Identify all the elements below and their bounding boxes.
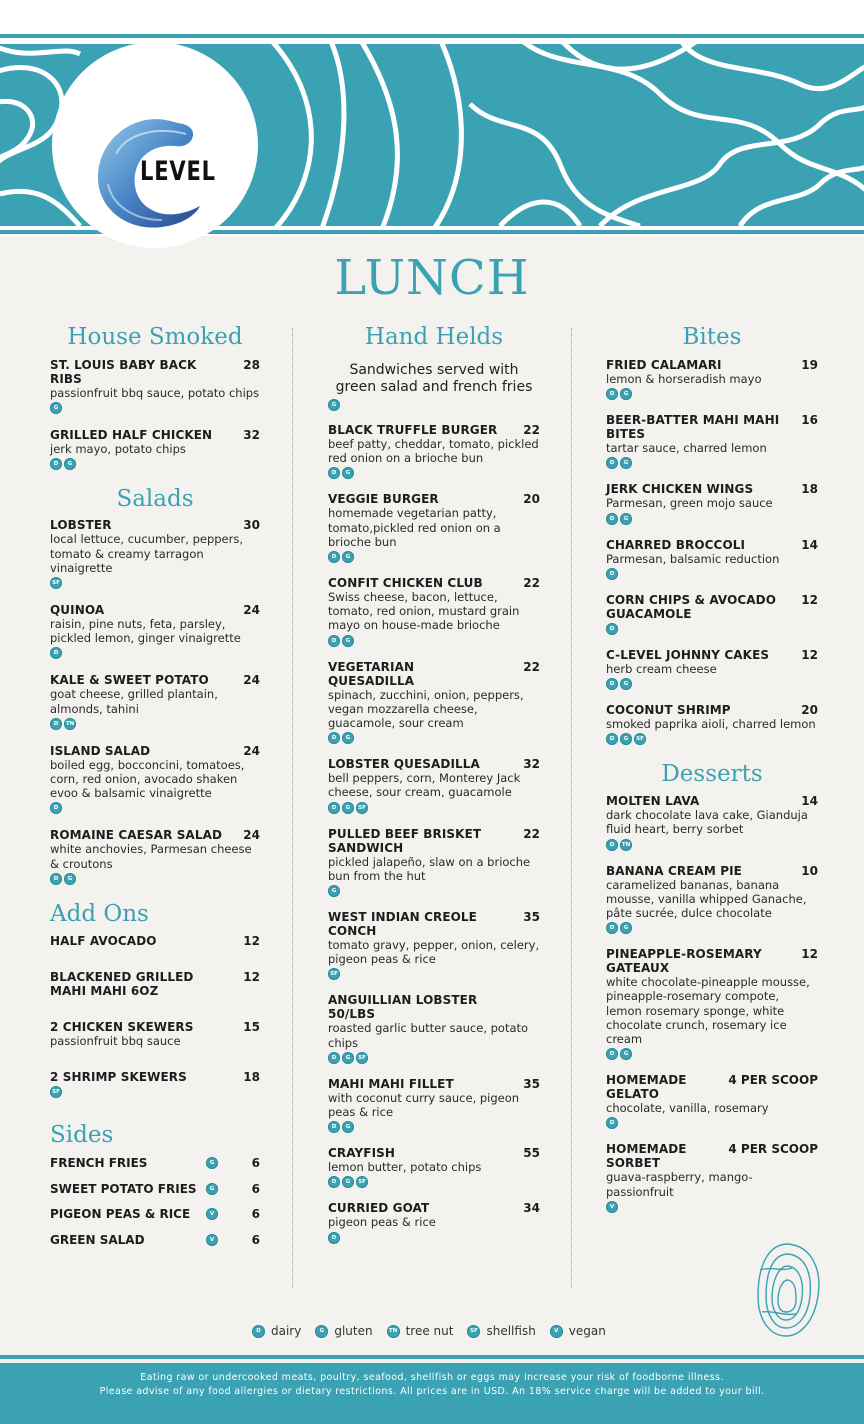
item-name: CURRIED GOAT xyxy=(328,1201,430,1216)
allergen-badges xyxy=(606,1117,818,1129)
shellfish-icon: SF xyxy=(356,802,368,814)
item-price: 10 xyxy=(801,863,818,878)
dairy-icon: D xyxy=(606,733,618,745)
allergen-badges xyxy=(328,551,540,563)
menu-item xyxy=(328,827,540,897)
dairy-icon: D xyxy=(50,647,62,659)
section-title-desserts: Desserts xyxy=(661,761,763,788)
item-description: white chocolate-pineapple mousse, pineapple-rosemary compote, lemon rosemary sponge, white chocolate crunch, rosemary ice cream xyxy=(606,975,810,1047)
gluten-icon: G xyxy=(620,922,632,934)
legend-label: tree nut xyxy=(405,1324,454,1338)
item-name: VEGETARIAN QUESADILLA xyxy=(328,659,415,688)
legend-item-dairy xyxy=(252,1324,301,1338)
gluten-icon: G xyxy=(64,458,76,470)
menu-item xyxy=(50,744,260,815)
menu-item xyxy=(328,910,540,980)
disclaimer-line-2: Please advise of any food allergies or dietary restrictions. All prices are in USD. An 18% service charge will be added to your bill. xyxy=(99,1386,765,1397)
menu-item xyxy=(606,413,818,469)
allergen-badges xyxy=(50,873,260,885)
menu-item xyxy=(328,1201,540,1243)
allergen-badges xyxy=(606,678,818,690)
side-item xyxy=(50,1156,260,1182)
menu-item xyxy=(606,1142,818,1212)
item-price: 12 xyxy=(243,933,260,948)
house-smoked-list xyxy=(50,358,260,470)
dairy-icon: D xyxy=(328,635,340,647)
allergen-badges xyxy=(606,388,818,400)
dairy-icon: D xyxy=(50,802,62,814)
allergen-badges xyxy=(606,457,818,469)
item-price: 12 xyxy=(243,969,260,984)
menu-item xyxy=(328,576,540,647)
add-ons-list xyxy=(50,934,260,1098)
item-price: 12 xyxy=(801,947,818,962)
item-price: 12 xyxy=(801,647,818,662)
page-title: LUNCH xyxy=(334,250,530,306)
item-price: 6 xyxy=(251,1181,260,1196)
hand-helds-note: Sandwiches served with green salad and french fries xyxy=(335,362,533,395)
item-name: MOLTEN LAVA xyxy=(606,794,700,809)
item-description: pickled jalapeño, slaw on a brioche bun from the hut xyxy=(328,854,531,883)
dairy-icon: D xyxy=(50,458,62,470)
section-title-salads: Salads xyxy=(116,486,194,513)
item-description: boiled egg, bocconcini, tomatoes, corn, red onion, avocado shaken evoo & balsamic vinaigrette xyxy=(50,757,245,801)
item-description: passionfruit bbq sauce xyxy=(50,1033,181,1048)
allergen-badges xyxy=(606,839,818,851)
footer-rule xyxy=(0,1355,864,1359)
item-price: 14 xyxy=(801,794,818,809)
gluten-icon: G xyxy=(620,1048,632,1060)
item-price: 24 xyxy=(243,828,260,843)
allergen-badges xyxy=(328,802,540,814)
allergen-legend xyxy=(252,1324,606,1338)
item-price: 28 xyxy=(243,358,260,372)
menu-item xyxy=(50,603,260,659)
menu-item xyxy=(328,492,540,563)
side-item xyxy=(50,1207,260,1233)
item-name: QUINOA xyxy=(50,603,105,618)
side-item xyxy=(50,1233,260,1259)
item-price: 6 xyxy=(251,1207,260,1222)
item-description: roasted garlic butter sauce, potato chips xyxy=(328,1021,529,1050)
allergen-badges xyxy=(606,1048,818,1060)
gluten-icon: G xyxy=(620,733,632,745)
menu-item xyxy=(50,518,260,589)
item-name: GREEN SALAD xyxy=(50,1232,145,1247)
allergen-badges xyxy=(606,922,818,934)
allergen-badges xyxy=(328,1232,540,1244)
menu-item xyxy=(606,358,818,400)
item-name: ST. LOUIS BABY BACK RIBS xyxy=(50,358,197,386)
gluten-icon: G xyxy=(328,885,340,897)
sides-list xyxy=(50,1156,260,1258)
shellfish-icon: SF xyxy=(356,1176,368,1188)
allergen-badges xyxy=(606,623,818,635)
item-price: 15 xyxy=(243,1019,260,1034)
item-price: 24 xyxy=(243,743,260,758)
item-name: BLACK TRUFFLE BURGER xyxy=(328,423,498,437)
item-name: SWEET POTATO FRIES xyxy=(50,1181,197,1196)
tree-nut-icon: TN xyxy=(387,1325,400,1338)
item-description: lemon butter, potato chips xyxy=(328,1160,482,1175)
oyster-shell-icon xyxy=(752,1240,824,1340)
allergen-badges xyxy=(50,402,260,414)
gluten-icon: G xyxy=(315,1325,328,1338)
hand-helds-note-badges xyxy=(328,399,540,411)
allergen-badges xyxy=(328,1176,540,1188)
legend-item-gluten xyxy=(315,1324,372,1338)
menu-item xyxy=(606,538,818,580)
item-description: jerk mayo, potato chips xyxy=(50,442,186,457)
section-title-bites: Bites xyxy=(682,324,742,350)
allergen-badges xyxy=(50,458,260,470)
allergen-badges xyxy=(50,1086,260,1098)
allergen-badges xyxy=(606,513,818,525)
item-description: raisin, pine nuts, feta, parsley, pickled lemon, ginger vinaigrette xyxy=(50,617,241,646)
item-name: PULLED BEEF BRISKET SANDWICH xyxy=(328,826,482,855)
allergen-badges xyxy=(50,577,260,589)
menu-item xyxy=(50,673,260,729)
gluten-icon: G xyxy=(50,402,62,414)
allergen-badges xyxy=(328,1121,540,1133)
item-description: spinach, zucchini, onion, peppers, vegan mozzarella cheese, guacamole, sour cream xyxy=(328,687,524,731)
item-description: tartar sauce, charred lemon xyxy=(606,441,767,456)
allergen-badges xyxy=(50,647,260,659)
section-title-hand-helds: Hand Helds xyxy=(364,324,504,350)
menu-item xyxy=(606,648,818,690)
item-description: dark chocolate lava cake, Gianduja fluid heart, berry sorbet xyxy=(606,808,808,837)
gluten-icon: G xyxy=(342,1052,354,1064)
item-price: 24 xyxy=(243,603,260,618)
menu-item xyxy=(50,934,260,948)
item-description: guava-raspberry, mango-passionfruit xyxy=(606,1170,753,1199)
dairy-icon: D xyxy=(606,1048,618,1060)
item-name: PIGEON PEAS & RICE xyxy=(50,1207,191,1222)
shellfish-icon: SF xyxy=(634,733,646,745)
item-price: 22 xyxy=(523,576,540,591)
allergen-badges xyxy=(328,968,540,980)
item-description: tomato gravy, pepper, onion, celery, pigeon peas & rice xyxy=(328,938,540,967)
dairy-icon: D xyxy=(328,551,340,563)
item-name: GRILLED HALF CHICKEN xyxy=(50,428,213,443)
item-name: BEER-BATTER MAHI MAHI BITES xyxy=(606,413,780,442)
item-name: FRIED CALAMARI xyxy=(606,358,722,372)
item-price: 14 xyxy=(801,537,818,552)
item-name: LOBSTER xyxy=(50,518,112,533)
item-description: smoked paprika aioli, charred lemon xyxy=(606,717,816,732)
menu-item xyxy=(606,1073,818,1129)
vegan-icon: V xyxy=(206,1208,218,1220)
item-price: 35 xyxy=(523,1076,540,1091)
item-price: 6 xyxy=(251,1232,260,1247)
gluten-icon: G xyxy=(342,1176,354,1188)
dairy-icon: D xyxy=(328,1121,340,1133)
item-name: MAHI MAHI FILLET xyxy=(328,1076,454,1091)
dairy-icon: D xyxy=(328,732,340,744)
dairy-icon: D xyxy=(606,623,618,635)
shellfish-icon: SF xyxy=(356,1052,368,1064)
dairy-icon: D xyxy=(328,1232,340,1244)
item-name: HOMEMADE SORBET xyxy=(606,1142,687,1171)
dairy-icon: D xyxy=(606,513,618,525)
shellfish-icon: SF xyxy=(467,1325,480,1338)
menu-item xyxy=(606,947,818,1060)
shellfish-icon: SF xyxy=(50,1086,62,1098)
item-name: PINEAPPLE-ROSEMARY GATEAUX xyxy=(606,947,762,976)
dairy-icon: D xyxy=(252,1325,265,1338)
item-name: COCONUT SHRIMP xyxy=(606,703,731,718)
gluten-icon: G xyxy=(342,467,354,479)
item-name: HOMEMADE GELATO xyxy=(606,1073,687,1102)
item-name: HALF AVOCADO xyxy=(50,933,157,948)
gluten-icon: G xyxy=(342,551,354,563)
legend-label: dairy xyxy=(271,1324,302,1338)
dairy-icon: D xyxy=(606,388,618,400)
menu-item xyxy=(50,1070,260,1098)
item-name: KALE & SWEET POTATO xyxy=(50,673,209,688)
hand-helds-list xyxy=(328,423,540,1244)
item-description: bell peppers, corn, Monterey Jack cheese, sour cream, guacamole xyxy=(328,771,521,800)
allergen-badges xyxy=(50,718,260,730)
item-price: 55 xyxy=(523,1146,540,1161)
item-name: VEGGIE BURGER xyxy=(328,492,439,507)
item-price: 6 xyxy=(251,1156,260,1171)
gluten-icon: G xyxy=(342,1121,354,1133)
dairy-icon: D xyxy=(606,922,618,934)
salads-list xyxy=(50,518,260,884)
legend-item-tree-nut xyxy=(387,1324,454,1338)
logo-text: LEVEL xyxy=(140,156,216,187)
allergen-badges xyxy=(50,802,260,814)
item-name: CHARRED BROCCOLI xyxy=(606,537,746,552)
allergen-badges xyxy=(328,467,540,479)
gluten-icon: G xyxy=(328,399,340,411)
menu-item xyxy=(50,970,260,998)
item-price: 22 xyxy=(523,826,540,841)
item-price: 18 xyxy=(243,1070,260,1085)
dairy-icon: D xyxy=(328,467,340,479)
item-name: BLACKENED GRILLED MAHI MAHI 6OZ xyxy=(50,969,194,998)
item-name: 2 CHICKEN SKEWERS xyxy=(50,1019,194,1034)
vegan-icon: V xyxy=(550,1325,563,1338)
item-name: ROMAINE CAESAR SALAD xyxy=(50,828,223,843)
item-description: Parmesan, green mojo sauce xyxy=(606,496,773,511)
item-price: 34 xyxy=(523,1201,540,1216)
menu-item xyxy=(328,1146,540,1188)
item-name: JERK CHICKEN WINGS xyxy=(606,482,754,497)
vegan-icon: V xyxy=(606,1201,618,1213)
item-description: Parmesan, balsamic reduction xyxy=(606,551,780,566)
menu-item xyxy=(328,757,540,813)
allergen-badges xyxy=(328,885,540,897)
allergen-badges xyxy=(328,635,540,647)
item-price: 35 xyxy=(523,910,540,925)
menu-item xyxy=(50,1020,260,1048)
menu-column-left xyxy=(50,320,260,1258)
item-name: CORN CHIPS & AVOCADO GUACAMOLE xyxy=(606,592,777,621)
gluten-icon: G xyxy=(342,732,354,744)
section-title-add-ons: Add Ons xyxy=(50,900,149,927)
dairy-icon: D xyxy=(50,873,62,885)
menu-column-right xyxy=(606,320,818,1226)
item-description: herb cream cheese xyxy=(606,661,717,676)
item-description: lemon & horseradish mayo xyxy=(606,372,762,386)
dairy-icon: D xyxy=(328,1176,340,1188)
item-description: pigeon peas & rice xyxy=(328,1215,436,1230)
bites-list xyxy=(606,358,818,745)
menu-item xyxy=(328,660,540,745)
menu-item xyxy=(328,423,540,479)
tree-nut-icon: TN xyxy=(620,839,632,851)
item-price: 22 xyxy=(523,423,540,437)
dairy-icon: D xyxy=(50,718,62,730)
item-description: passionfruit bbq sauce, potato chips xyxy=(50,386,260,400)
allergen-badges xyxy=(606,733,818,745)
dairy-icon: D xyxy=(606,568,618,580)
dairy-icon: D xyxy=(606,1117,618,1129)
item-price: 20 xyxy=(801,703,818,718)
tree-nut-icon: TN xyxy=(64,718,76,730)
gluten-icon: G xyxy=(620,388,632,400)
item-price: 16 xyxy=(801,413,818,428)
legend-item-shellfish xyxy=(467,1324,535,1338)
menu-item xyxy=(606,864,818,935)
item-name: CRAYFISH xyxy=(328,1146,396,1161)
item-price: 12 xyxy=(801,592,818,607)
menu-item xyxy=(606,593,818,635)
dairy-icon: D xyxy=(606,678,618,690)
gluten-icon: G xyxy=(64,873,76,885)
item-name: C-LEVEL JOHNNY CAKES xyxy=(606,647,770,662)
allergen-badges xyxy=(606,1201,818,1213)
item-price: 19 xyxy=(801,358,818,372)
item-price: 4 PER SCOOP xyxy=(728,1073,818,1088)
item-description: with coconut curry sauce, pigeon peas & rice xyxy=(328,1090,520,1120)
menu-item xyxy=(50,358,260,414)
gluten-icon: G xyxy=(620,678,632,690)
header-banner xyxy=(0,34,864,236)
item-description: chocolate, vanilla, rosemary xyxy=(606,1101,769,1116)
legend-item-vegan xyxy=(550,1324,606,1338)
menu-item xyxy=(606,794,818,850)
menu-item xyxy=(606,703,818,745)
menu-item xyxy=(328,1077,540,1133)
section-title-sides: Sides xyxy=(50,1122,114,1149)
allergen-badges xyxy=(328,1052,540,1064)
gluten-icon: G xyxy=(620,457,632,469)
item-name: CONFIT CHICKEN CLUB xyxy=(328,576,483,591)
dairy-icon: D xyxy=(328,802,340,814)
disclaimer-line-1: Eating raw or undercooked meats, poultry, seafood, shellfish or eggs may increase your risk of foodborne illness. xyxy=(140,1372,724,1383)
item-price: 4 PER SCOOP xyxy=(728,1142,818,1157)
menu-item xyxy=(606,482,818,524)
item-description: caramelized bananas, banana mousse, vanilla whipped Ganache, pâte sucrée, dulce chocolate xyxy=(606,877,807,921)
column-divider xyxy=(571,328,572,1288)
menu-item xyxy=(50,428,260,470)
gluten-icon: G xyxy=(342,802,354,814)
allergen-badges xyxy=(328,732,540,744)
item-name: ISLAND SALAD xyxy=(50,743,151,758)
dairy-icon: D xyxy=(606,839,618,851)
item-description: local lettuce, cucumber, peppers, tomato & creamy tarragon vinaigrette xyxy=(50,532,244,575)
column-divider xyxy=(292,328,293,1288)
gluten-icon: G xyxy=(342,635,354,647)
menu-item xyxy=(328,993,540,1063)
item-price: 18 xyxy=(801,482,818,497)
item-name: ANGUILLIAN LOBSTER 50/LBS xyxy=(328,993,478,1022)
item-description: white anchovies, Parmesan cheese & croutons xyxy=(50,842,252,871)
vegan-icon: V xyxy=(206,1234,218,1246)
item-description: homemade vegetarian patty, tomato,pickled red onion on a brioche bun xyxy=(328,506,501,549)
item-name: 2 SHRIMP SKEWERS xyxy=(50,1070,187,1085)
gluten-icon: G xyxy=(620,513,632,525)
side-item xyxy=(50,1182,260,1208)
desserts-list xyxy=(606,794,818,1213)
banner-top-rule xyxy=(0,34,864,38)
footer-disclaimer xyxy=(0,1363,864,1424)
gluten-icon: G xyxy=(206,1183,218,1195)
section-title-house-smoked: House Smoked xyxy=(67,324,243,350)
shellfish-icon: SF xyxy=(328,968,340,980)
item-name: FRENCH FRIES xyxy=(50,1156,148,1171)
item-price: 32 xyxy=(243,428,260,443)
gluten-icon: G xyxy=(206,1157,218,1169)
legend-label: vegan xyxy=(568,1324,606,1338)
menu-item xyxy=(50,828,260,884)
item-price: 24 xyxy=(243,673,260,688)
item-name: BANANA CREAM PIE xyxy=(606,863,742,878)
dairy-icon: D xyxy=(328,1052,340,1064)
item-description: Swiss cheese, bacon, lettuce, tomato, red onion, mustard grain mayo on house-made brioche xyxy=(328,590,520,633)
allergen-badges xyxy=(606,568,818,580)
legend-label: shellfish xyxy=(486,1324,536,1338)
item-price: 20 xyxy=(523,492,540,507)
menu-column-center xyxy=(328,320,540,1257)
item-description: goat cheese, grilled plantain, almonds, tahini xyxy=(50,687,218,716)
legend-label: gluten xyxy=(334,1324,373,1338)
item-name: WEST INDIAN CREOLE CONCH xyxy=(328,910,477,939)
item-name: LOBSTER QUESADILLA xyxy=(328,757,480,772)
item-price: 22 xyxy=(523,659,540,674)
shellfish-icon: SF xyxy=(50,577,62,589)
item-description: beef patty, cheddar, tomato, pickled red onion on a brioche bun xyxy=(328,437,539,466)
item-price: 32 xyxy=(523,757,540,772)
item-price: 30 xyxy=(243,518,260,533)
top-margin xyxy=(0,0,864,34)
dairy-icon: D xyxy=(606,457,618,469)
